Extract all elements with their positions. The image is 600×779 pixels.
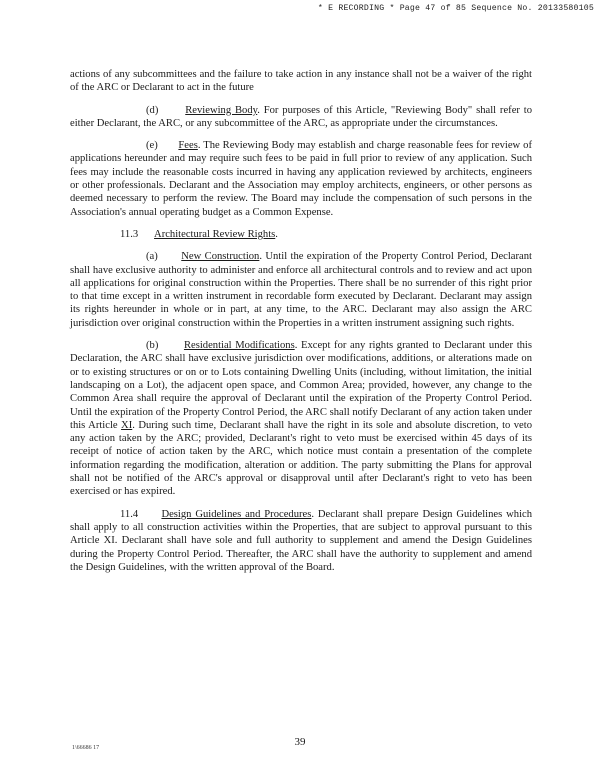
section-11-4 — [70, 508, 532, 574]
paragraph-a-text: . Until the expiration of the Property Control Period, Declarant shall have exclusive authority to administer and enforce all architectural controls and to review and act upon all applications for original construction within the Properties. There shall be no surrender of this right prior to that time except in a written instrument in recordable form executed by Declarant. Declarant may assign its rights hereunder in whole or in part, at any time, to the ARC. Declarant may also assign the ARC jurisdiction over original construction within the Properties in a written instrument assigning such rights. — [70, 251, 532, 329]
paragraph-b — [70, 339, 532, 499]
paragraph-carryover: actions of any subcommittees and the failure to take action in any instance shall not be a waiver of the right of the ARC or Declarant to act in the future — [70, 69, 532, 94]
document-body — [70, 68, 532, 583]
section-11-4-text: . Declarant shall prepare Design Guidelines which shall apply to all construction activities within the Properties, that are subject to approval pursuant to this Article XI. Declarant shall have sole and full authority to supplement and amend the Design Guidelines during the Property Control Period. Thereafter, the ARC shall have the authority to supplement and amend the Design Guidelines, with the written approval of the Board. — [70, 508, 533, 573]
section-11-4-number: 11.4 — [120, 508, 139, 520]
paragraph-b-label: (b) — [146, 340, 159, 352]
paragraph-b-heading: Residential Modifications — [183, 340, 295, 352]
section-11-3 — [70, 228, 532, 241]
paragraph-a-label: (a) — [146, 251, 158, 263]
paragraph-d — [70, 104, 532, 131]
paragraph-d-heading: Reviewing Body — [185, 104, 258, 116]
page-number: 39 — [294, 736, 306, 748]
section-11-3-trail: . — [275, 228, 278, 240]
paragraph-d-text: . For purposes of this Article, "Reviewing Body" shall refer to either Declarant, the ARC, or any subcommittee of the ARC, as appropriate under the circumstances. — [70, 104, 532, 129]
section-11-3-heading: Architectural Review Rights — [154, 228, 276, 240]
paragraph-e — [70, 139, 532, 219]
section-11-4-heading: Design Guidelines and Procedures — [161, 508, 312, 520]
paragraph-d-label: (d) — [146, 104, 159, 116]
article-reference: XI — [121, 419, 133, 431]
paragraph-b-text-after: . During such time, Declarant shall have the right in its sole and absolute discretion, to veto any action taken by the ARC; provided, Declarant's right to veto must be exercised within 45 days of its receipt of notice of action taken by the ARC, which notice must contain a presentation of the complete information regarding the modification, alteration or addition. The party submitting the Plans for approval shall not be notified of the ARC's approval or disapproval until after Declarant's right to veto has been exercised or has expired. — [70, 419, 532, 498]
footer-doc-code: 1\66686 17 — [72, 745, 100, 751]
paragraph-e-heading: Fees — [178, 140, 198, 152]
recording-stamp: * E RECORDING * Page 47 of 85 Sequence No. 20133580105 — [317, 4, 594, 13]
paragraph-a — [70, 250, 532, 330]
paragraph-e-text: . The Reviewing Body may establish and charge reasonable fees for review of applications hereunder and may require such fees to be paid in full prior to review of any application. Such fees may include the reasonable costs incurred in having any application reviewed by architects, engineers or other professionals. Declarant and the Association may employ architects, engineers, or other persons as deemed necessary to perform the review. The Board may include the compensation of such persons in the Association's annual operating budget as a Common Expense. — [70, 140, 532, 218]
paragraph-a-heading: New Construction — [181, 251, 260, 263]
paragraph-e-label: (e) — [146, 140, 158, 152]
paragraph-b-text-before: . Except for any rights granted to Declarant under this Declaration, the ARC shall have exclusive jurisdiction over modifications, additions, or alterations made on or to existing structures or on or to Lots containing Dwelling Units (including, without limitation, the initial landscaping on a Lot), the adjacent open space, and Common Area; provided, however, any change to the Common Area shall require the approval of Declarant until the expiration of the Property Control Period. Until the expiration of the Property Control Period, the ARC shall notify Declarant of any action taken under this Article — [70, 340, 532, 431]
section-11-3-number: 11.3 — [120, 228, 139, 240]
